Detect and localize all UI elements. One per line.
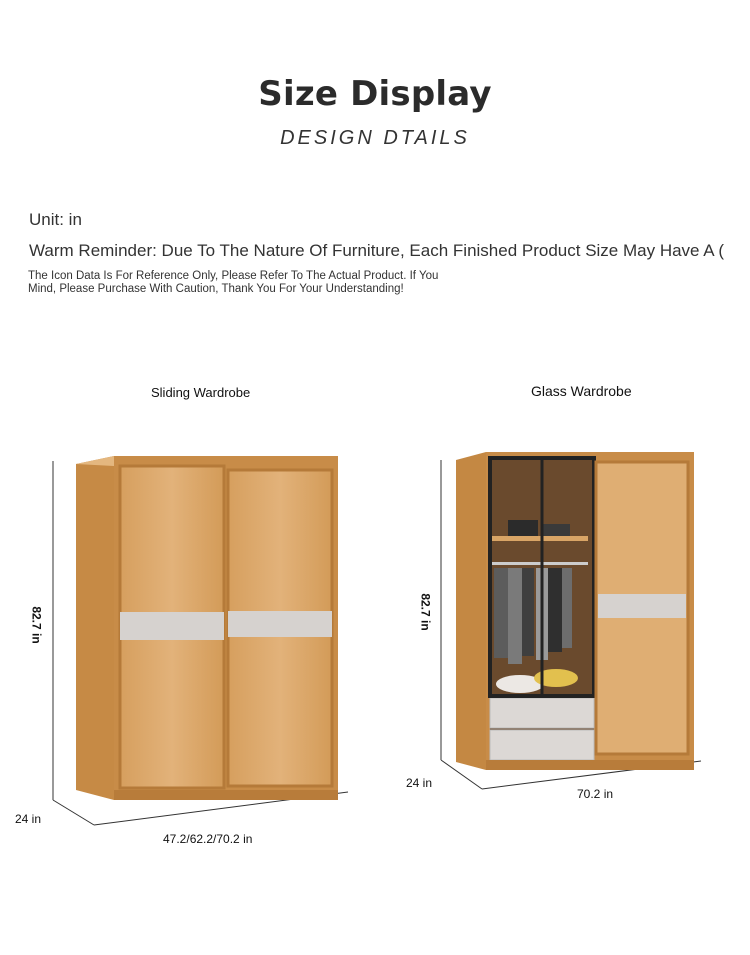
sliding-depth-label: 24 in <box>15 812 42 826</box>
glass-depth-label: 24 in <box>406 776 433 790</box>
product-caption-sliding: Sliding Wardrobe <box>151 385 251 400</box>
sliding-height-label: 82.7 in <box>29 606 44 644</box>
glass-width-label: 70.2 in <box>577 787 614 801</box>
sliding-width-label: 47.2/62.2/70.2 in <box>163 832 253 846</box>
glass-height-label: 82.7 in <box>418 593 433 631</box>
warm-reminder: Warm Reminder: Due To The Nature Of Furniture, Each Finished Product Size May Have A ( <box>29 241 725 260</box>
page-subtitle: DESIGN DTAILS <box>280 127 470 149</box>
page-title: Size Display <box>258 74 492 114</box>
product-caption-glass: Glass Wardrobe <box>531 383 632 399</box>
glass-wardrobe-image <box>456 452 696 774</box>
unit-label: Unit: in <box>29 210 82 229</box>
reference-note: The Icon Data Is For Reference Only, Please Refer To The Actual Product. If You Mind, Please Purchase With Caution, Thank You For Your Understanding! <box>28 270 439 295</box>
